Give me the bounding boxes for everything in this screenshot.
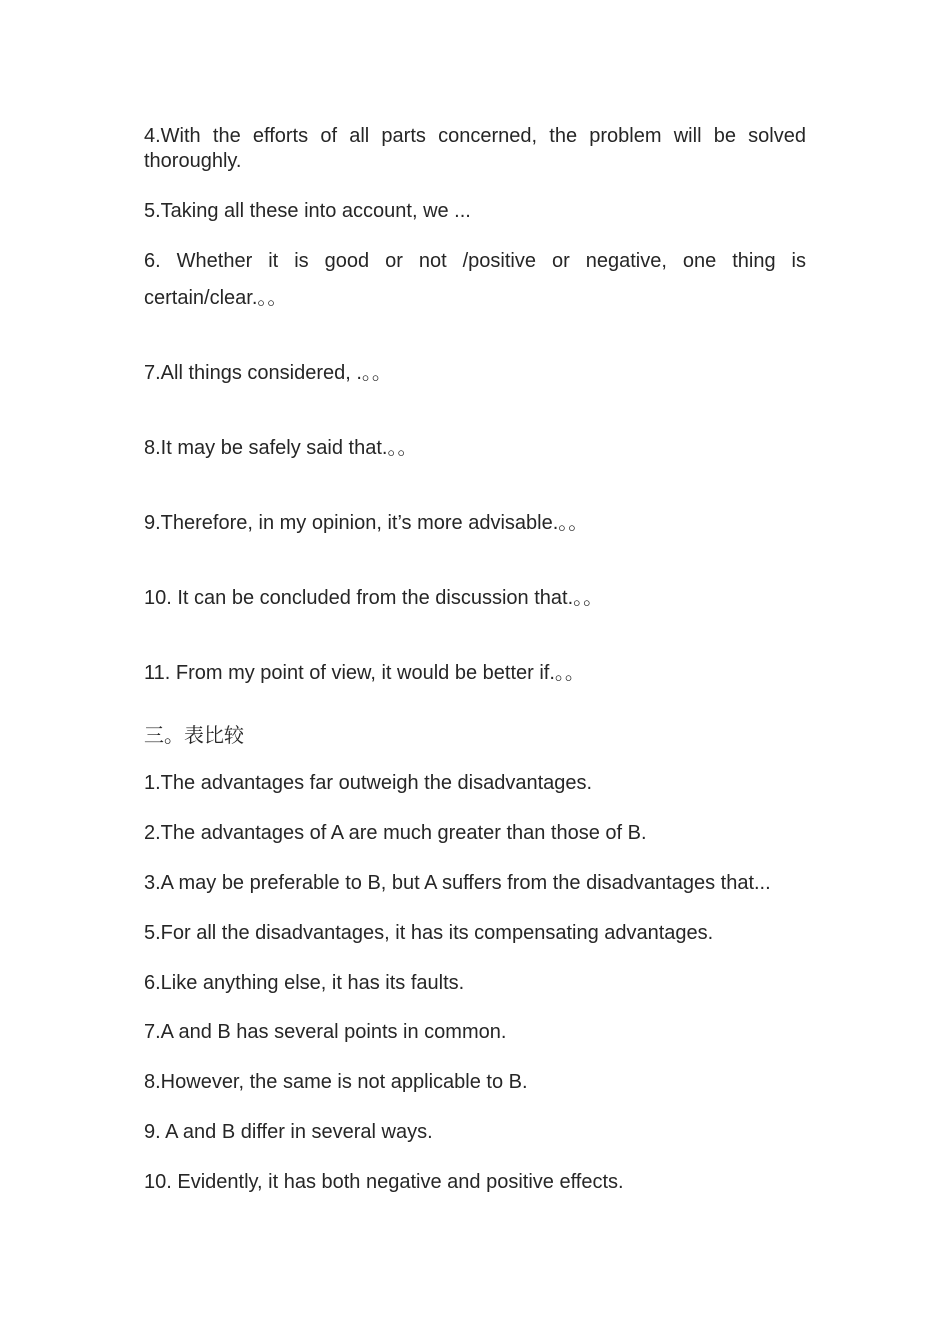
- comparison-item-8: 8.However, the same is not applicable to B.: [144, 1071, 528, 1093]
- comparison-item-2: 2.The advantages of A are much greater than those of B.: [144, 822, 647, 844]
- comparison-section-heading: 三。表比较: [144, 723, 244, 747]
- comparison-item-3: 3.A may be preferable to B, but A suffers from the disadvantages that...: [144, 872, 771, 894]
- comparison-item-1: 1.The advantages far outweigh the disadvantages.: [144, 772, 593, 794]
- conclusion-item-10: 10. It can be concluded from the discussion that.。。: [144, 587, 604, 609]
- comparison-item-9: 9. A and B differ in several ways.: [144, 1121, 433, 1143]
- conclusion-item-6: 6. Whether it is good or not /positive or negative, one thing is certain/clear.。。: [144, 250, 806, 309]
- comparison-item-6: 6.Like anything else, it has its faults.: [144, 972, 465, 994]
- conclusion-item-7: 7.All things considered, .。。: [144, 362, 392, 384]
- comparison-item-10: 10. Evidently, it has both negative and positive effects.: [144, 1171, 624, 1193]
- conclusion-item-4: 4.With the efforts of all parts concerned, the problem will be solved thoroughly.: [144, 125, 806, 172]
- conclusion-item-9: 9.Therefore, in my opinion, it’s more advisable.。。: [144, 512, 589, 534]
- conclusion-item-8: 8.It may be safely said that.。。: [144, 437, 418, 459]
- conclusion-item-5: 5.Taking all these into account, we ...: [144, 200, 471, 222]
- conclusion-item-11: 11. From my point of view, it would be better if.。。: [144, 662, 585, 684]
- comparison-item-5: 5.For all the disadvantages, it has its compensating advantages.: [144, 922, 714, 944]
- comparison-item-7: 7.A and B has several points in common.: [144, 1021, 507, 1043]
